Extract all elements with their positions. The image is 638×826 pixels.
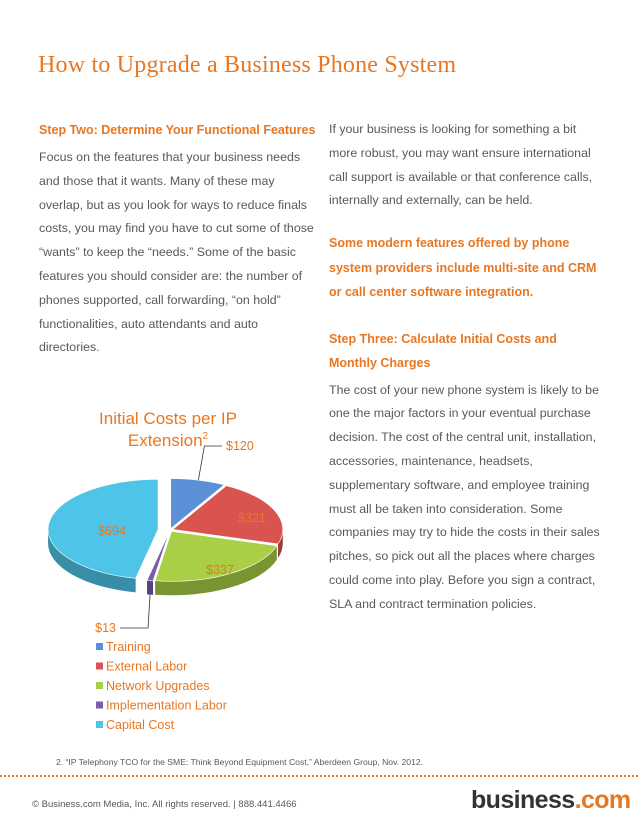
legend-label: Training [106, 640, 151, 654]
step-two-heading: Step Two: Determine Your Functional Features [39, 123, 316, 137]
pie-data-label: $120 [226, 439, 254, 453]
legend-swatch [96, 663, 103, 670]
chart-title-superscript: 2 [202, 431, 209, 442]
footer-copyright: © Business.com Media, Inc. All rights reserved. | 888.441.4466 [32, 799, 297, 810]
business-com-logo [471, 786, 631, 814]
right-column [329, 118, 605, 617]
legend-swatch [96, 643, 103, 650]
pie-leader-line [120, 595, 150, 628]
chart-title-line1: Initial Costs per IP [99, 409, 237, 428]
pie-leader-line [198, 446, 222, 480]
chart-title-line2 [128, 431, 209, 450]
page-title: How to Upgrade a Business Phone System [38, 52, 457, 78]
step-three-body: The cost of your new phone system is likely to be one the major factors in your eventual purchase decision. The cost of the central unit, installation, accessories, maintenance, headsets, supplementary software, and employee training must all be taken into consideration. Some companies may try to hide the costs in their sales pitches, so pick out all the places where charges could come into play. Before you sign a contract, SLA and contract termination policies. [329, 382, 600, 611]
legend-label: Implementation Labor [106, 698, 227, 713]
legend-label: Network Upgrades [106, 679, 210, 693]
logo-dot: . [574, 786, 581, 814]
legend-swatch [96, 702, 103, 709]
intro-paragraph: If your business is looking for something a bit more robust, you may want ensure international call support is available or that conference calls, internally and externally, can be held. [329, 122, 593, 208]
pie-slice-side-implementation-labor [147, 580, 153, 594]
dotted-divider [0, 775, 638, 777]
left-column [39, 118, 317, 360]
logo-text-main: business [471, 786, 575, 814]
legend-label: External Labor [106, 659, 188, 674]
step-two-body: Focus on the features that your business needs and those that it wants. Many of these may overlap, but as you look for ways to reduce finals costs, you may find you have to cut some of those “wants” to keep the “needs.” Some of the basic features you should consider are: the number of phones supported, call forwarding, “on hold” functionalities, auto attendants and auto directories. [39, 150, 314, 355]
pie-data-label: $337 [206, 563, 234, 577]
legend-swatch [96, 721, 103, 728]
pie-data-label: $694 [98, 524, 126, 538]
step-three-heading: Step Three: Calculate Initial Costs and Monthly Charges [329, 331, 557, 370]
features-callout: Some modern features offered by phone system providers include multi-site and CRM or call center software integration. [329, 236, 597, 300]
legend-swatch [96, 682, 103, 689]
chart-title-extension: Extension [127, 431, 203, 450]
logo-text-suffix: com [580, 786, 631, 814]
legend-label: Capital Cost [106, 718, 175, 732]
pie-data-label: $13 [95, 621, 116, 635]
cost-pie-chart [20, 400, 320, 740]
footnote: 2. “IP Telephony TCO for the SME: Think Beyond Equipment Cost,” Aberdeen Group, Nov. 2012. [56, 757, 424, 767]
pie-data-label: $321 [238, 511, 266, 525]
